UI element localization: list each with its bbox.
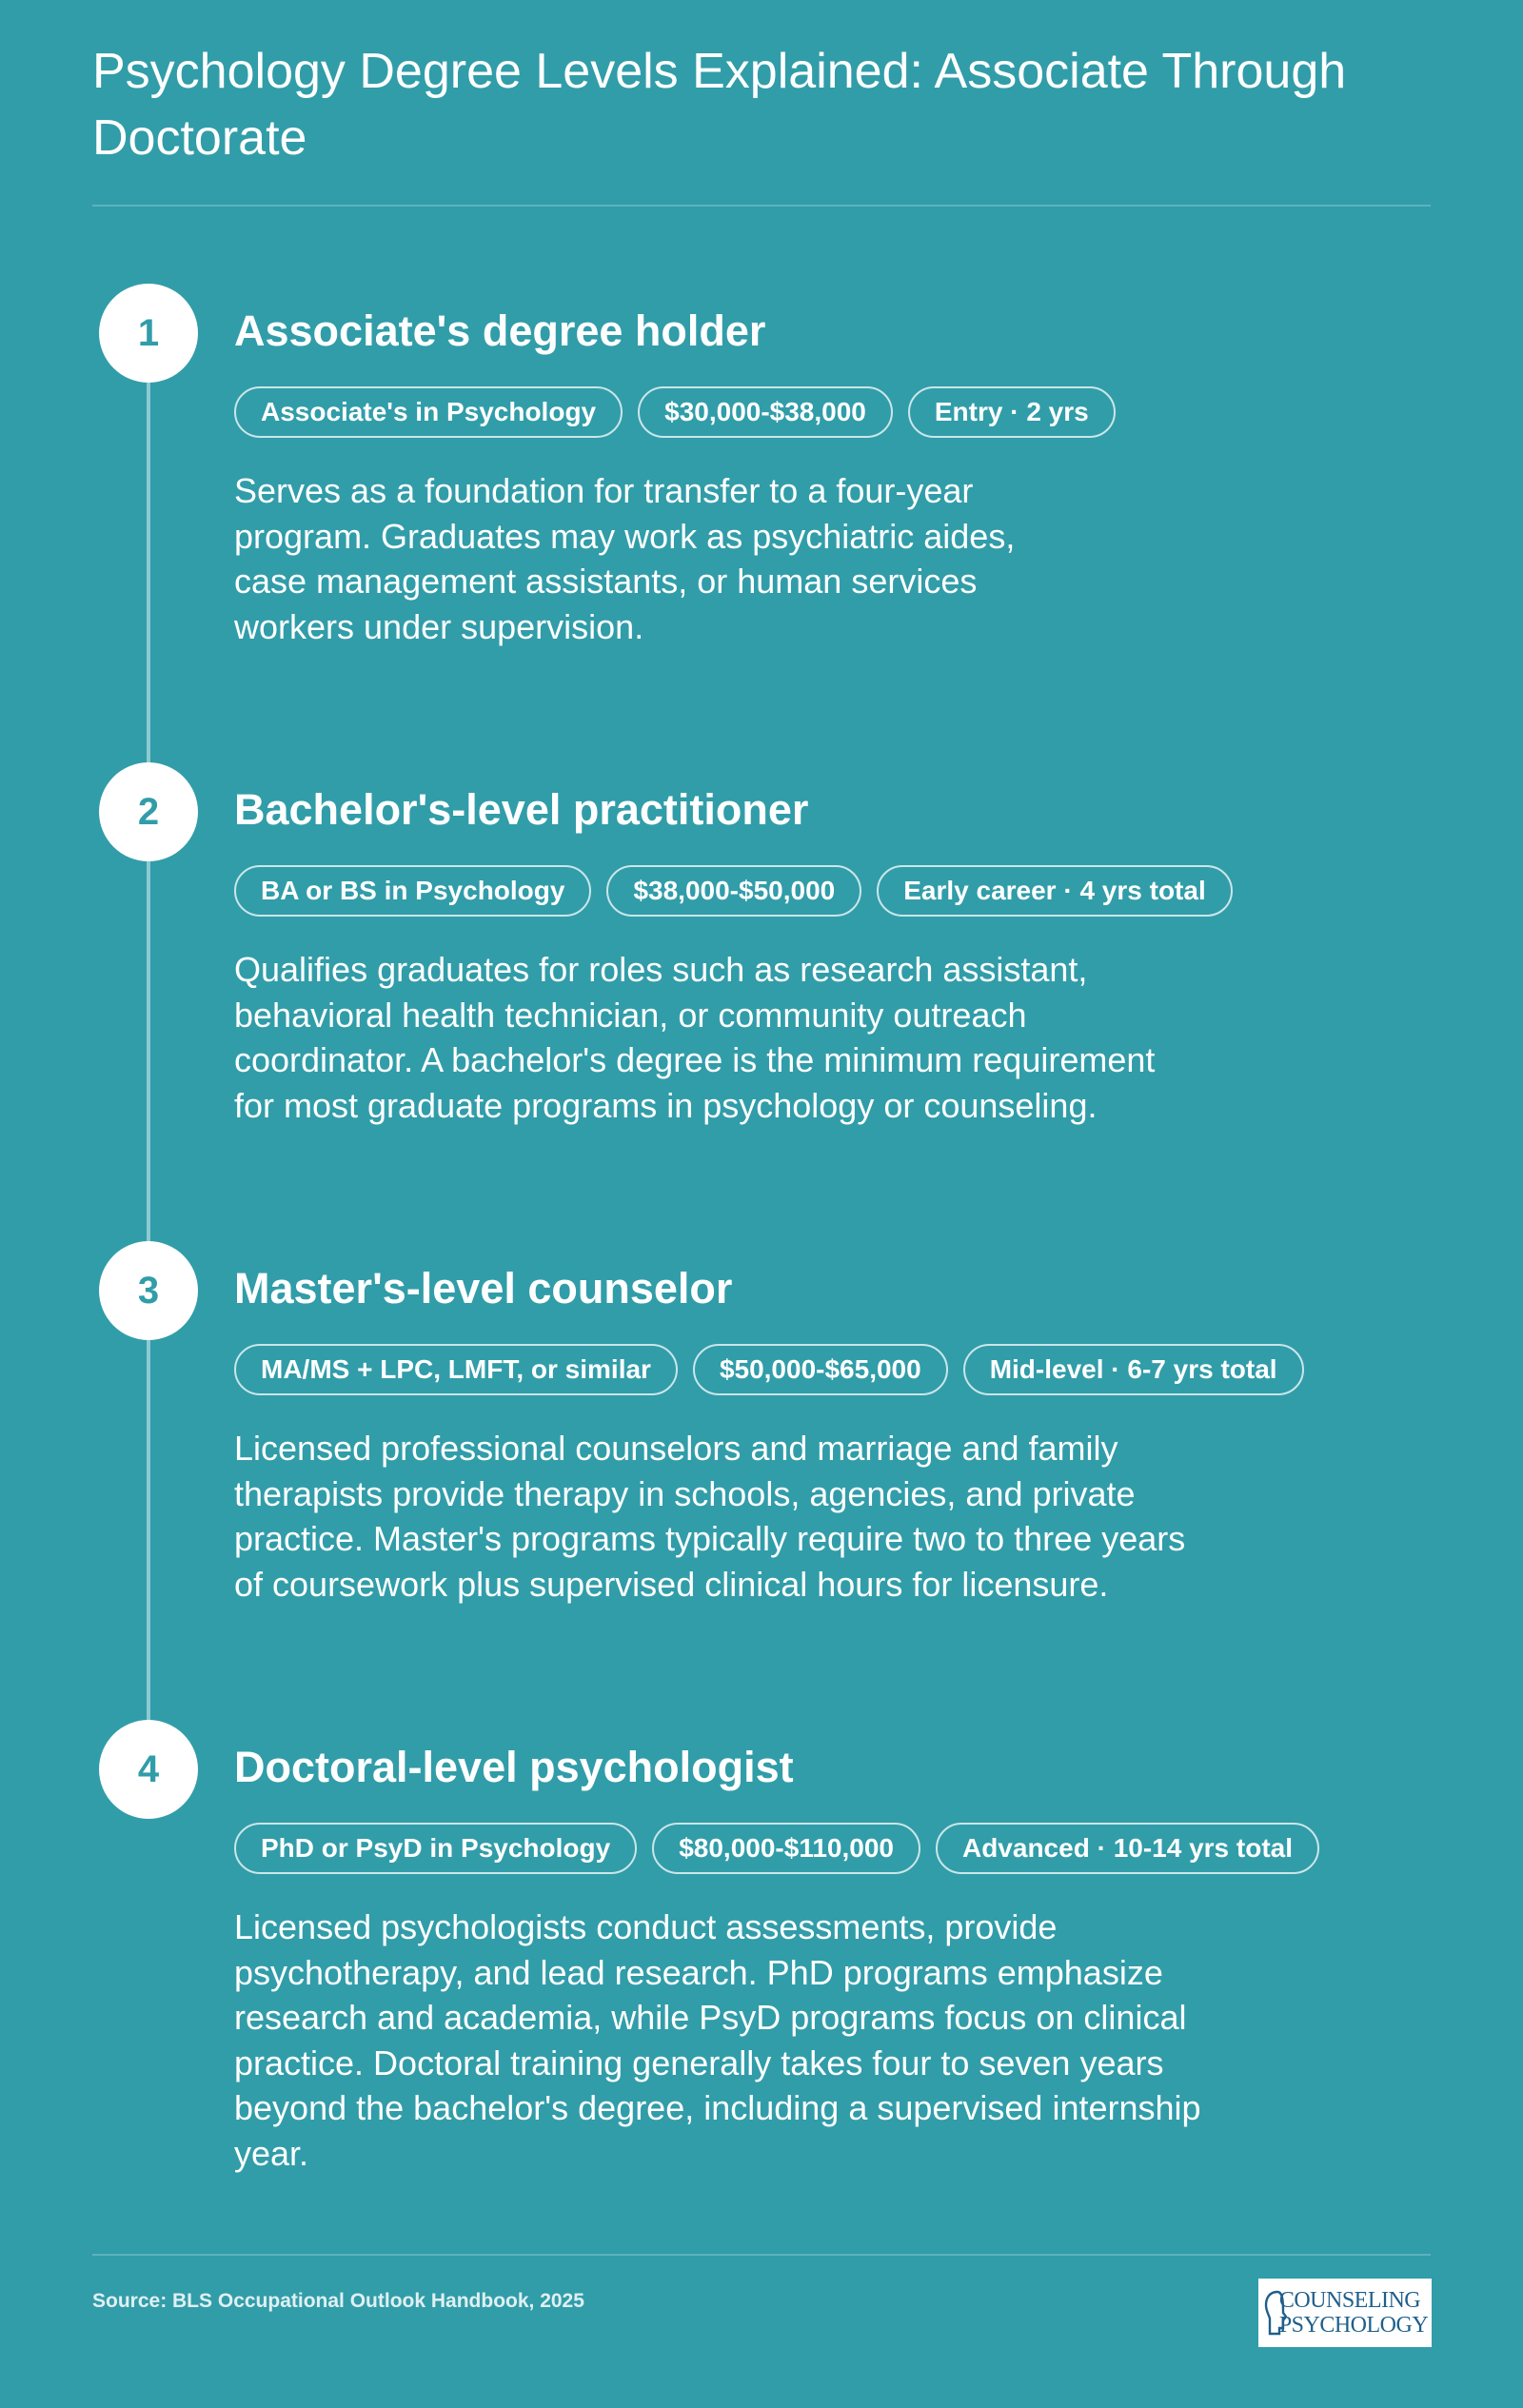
- timeline-line: [147, 333, 150, 1761]
- career-stage-tag: Early career · 4 yrs total: [877, 865, 1233, 917]
- credential-tag: BA or BS in Psychology: [234, 865, 591, 917]
- step-number-badge: 3: [99, 1241, 198, 1340]
- level-title: Master's-level counselor: [234, 1264, 733, 1313]
- step-number-badge: 1: [99, 284, 198, 383]
- credential-tag: MA/MS + LPC, LMFT, or similar: [234, 1344, 678, 1395]
- level-tags: [234, 865, 1233, 917]
- level-description: Licensed professional counselors and marriage and family therapists provide therapy in schools, agencies, and private practice. Master's programs typically require two to three years of coursework plus supervised clinical hours for licensure.: [234, 1429, 1186, 1604]
- level-tags: [234, 1344, 1304, 1395]
- level-description: Serves as a foundation for transfer to a four-year program. Graduates may work as psychiatric aides, case management assistants, or human services workers under supervision.: [234, 471, 1016, 646]
- footer-divider: [92, 2254, 1431, 2256]
- salary-tag: $38,000-$50,000: [606, 865, 861, 917]
- page-title: Psychology Degree Levels Explained: Associate Through Doctorate: [92, 44, 1347, 166]
- counseling-psychology-logo: [1258, 2279, 1432, 2347]
- level-title: Doctoral-level psychologist: [234, 1743, 794, 1791]
- level-description: Licensed psychologists conduct assessments, provide psychotherapy, and lead research. PhD programs emphasize research and academia, while PsyD programs focus on clinical practice. Doctoral training generally takes four to seven years beyond the bachelor's degree, including a supervised internship year.: [234, 1907, 1201, 2173]
- step-number-badge: 2: [99, 762, 198, 861]
- credential-tag: PhD or PsyD in Psychology: [234, 1823, 637, 1874]
- head-profile-icon: [1264, 2290, 1287, 2338]
- career-stage-tag: Advanced · 10-14 yrs total: [936, 1823, 1319, 1874]
- salary-tag: $30,000-$38,000: [638, 386, 893, 438]
- credential-tag: Associate's in Psychology: [234, 386, 623, 438]
- level-tags: [234, 386, 1116, 438]
- level-description: Qualifies graduates for roles such as research assistant, behavioral health technician, or community outreach coordinator. A bachelor's degree is the minimum requirement for most graduate programs in psychology or counseling.: [234, 950, 1156, 1125]
- level-title: Associate's degree holder: [234, 306, 766, 355]
- logo-line-1: COUNSELING: [1278, 2288, 1421, 2313]
- salary-tag: $50,000-$65,000: [693, 1344, 948, 1395]
- level-title: Bachelor's-level practitioner: [234, 785, 809, 834]
- step-number-badge: 4: [99, 1720, 198, 1819]
- source-citation: Source: BLS Occupational Outlook Handbook, 2025: [92, 2290, 584, 2312]
- title-divider: [92, 205, 1431, 207]
- level-tags: [234, 1823, 1319, 1874]
- career-stage-tag: Entry · 2 yrs: [908, 386, 1116, 438]
- logo-line-2: PSYCHOLOGY: [1278, 2313, 1429, 2338]
- career-stage-tag: Mid-level · 6-7 yrs total: [963, 1344, 1304, 1395]
- salary-tag: $80,000-$110,000: [652, 1823, 920, 1874]
